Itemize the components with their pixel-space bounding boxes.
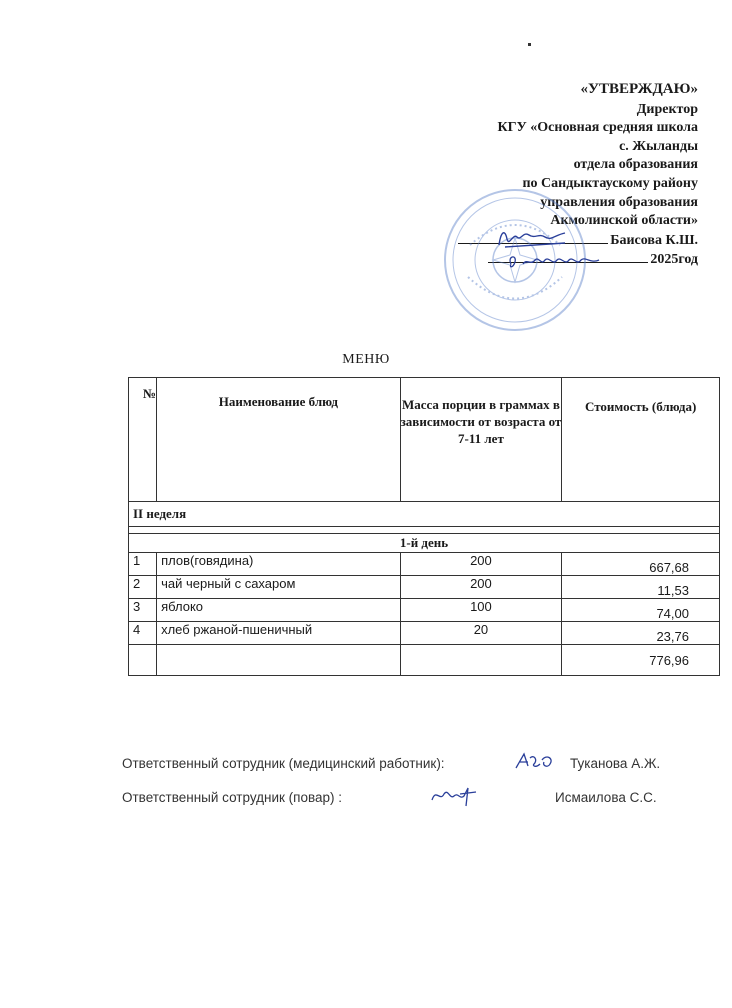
menu-title: МЕНЮ xyxy=(342,352,390,367)
table-header-row xyxy=(129,378,720,502)
week-row xyxy=(129,502,720,527)
medical-signature-icon xyxy=(514,750,558,772)
item-mass: 200 xyxy=(400,576,562,599)
spacer-row xyxy=(129,527,720,534)
item-number: 1 xyxy=(129,553,157,576)
approval-line-district: по Сандыктаускому району xyxy=(522,175,698,191)
item-cost: 74,00 xyxy=(562,599,720,622)
responsible-medical xyxy=(122,756,702,771)
spacer-cell xyxy=(129,527,720,534)
item-cost: 667,68 xyxy=(562,553,720,576)
table-row xyxy=(129,553,720,576)
approval-year: 2025год xyxy=(650,252,698,268)
approval-line-administration: управления образования xyxy=(540,194,698,210)
approval-line-position: Директор xyxy=(636,101,698,117)
approval-signatory: Баисова К.Ш. xyxy=(610,232,698,248)
table-row xyxy=(129,599,720,622)
cook-signature-icon xyxy=(430,784,480,808)
responsible-cook xyxy=(122,790,702,805)
approval-line-org: КГУ «Основная средняя школа xyxy=(497,120,698,136)
menu-table xyxy=(128,377,720,676)
day-label: 1-й день xyxy=(129,534,720,553)
total-empty-mass xyxy=(400,645,562,676)
item-name: яблоко xyxy=(157,599,401,622)
day-row xyxy=(129,534,720,553)
header-dish-name: Наименование блюд xyxy=(157,378,401,502)
item-number: 4 xyxy=(129,622,157,645)
item-mass: 200 xyxy=(400,553,562,576)
table-row xyxy=(129,622,720,645)
approval-heading: «УТВЕРЖДАЮ» xyxy=(580,81,698,97)
total-empty-name xyxy=(157,645,401,676)
item-mass: 100 xyxy=(400,599,562,622)
item-name: хлеб ржаной-пшеничный xyxy=(157,622,401,645)
item-cost: 11,53 xyxy=(562,576,720,599)
scan-speck xyxy=(528,43,531,46)
item-cost: 23,76 xyxy=(562,622,720,645)
approval-line-department: отдела образования xyxy=(573,157,698,173)
header-portion-mass: Масса порции в граммах в зависимости от возраста от 7-11 лет xyxy=(400,378,562,502)
approval-line-village: с. Жыланды xyxy=(619,138,698,154)
responsible-person: Туканова А.Ж. xyxy=(570,756,661,771)
item-number: 2 xyxy=(129,576,157,599)
approval-line-region: Акмолинской области» xyxy=(550,213,698,229)
total-cost: 776,96 xyxy=(562,645,720,676)
responsible-role: Ответственный сотрудник (медицинский работник): xyxy=(122,756,445,771)
director-signature-icon xyxy=(495,225,575,251)
total-empty-num xyxy=(129,645,157,676)
week-label: II неделя xyxy=(129,502,720,527)
item-name: плов(говядина) xyxy=(157,553,401,576)
table-row xyxy=(129,576,720,599)
item-name: чай черный с сахаром xyxy=(157,576,401,599)
item-mass: 20 xyxy=(400,622,562,645)
item-number: 3 xyxy=(129,599,157,622)
total-row xyxy=(129,645,720,676)
handwritten-date-icon xyxy=(505,250,605,272)
header-number: № xyxy=(129,378,157,502)
header-cost: Стоимость (блюда) xyxy=(562,378,720,502)
responsible-person: Исмаилова С.С. xyxy=(555,790,657,805)
responsible-role: Ответственный сотрудник (повар) : xyxy=(122,790,342,805)
